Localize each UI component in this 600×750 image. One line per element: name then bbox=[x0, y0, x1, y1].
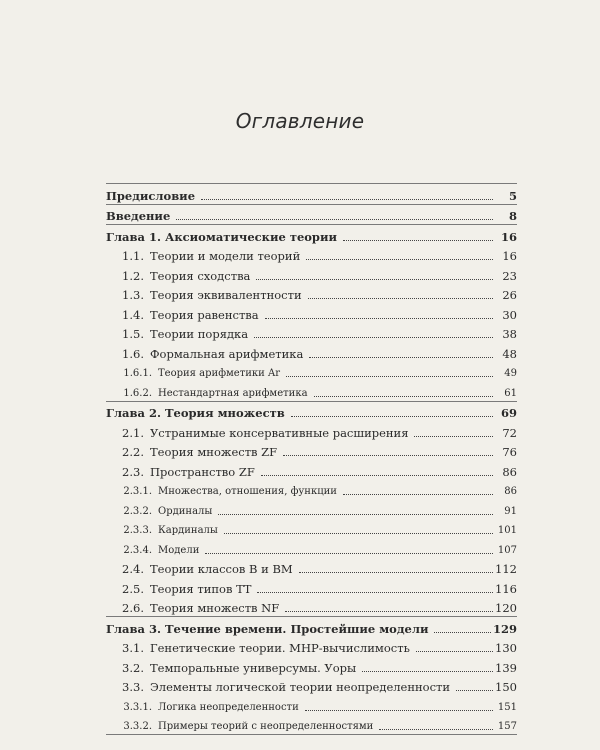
toc-page-number: 86 bbox=[502, 464, 517, 479]
toc-entry-number: 1.4. bbox=[122, 307, 144, 322]
toc-entry-label bbox=[114, 465, 259, 480]
toc-entry-label bbox=[114, 582, 255, 597]
toc-entry-number: 2.6. bbox=[122, 601, 144, 615]
toc-entry-title: Введение bbox=[106, 209, 171, 223]
toc-page-number: 16 bbox=[502, 249, 517, 263]
dot-leader bbox=[314, 395, 493, 397]
dot-leader bbox=[285, 610, 493, 612]
toc-entry-label bbox=[106, 622, 432, 637]
toc-subsection[interactable] bbox=[106, 538, 517, 558]
toc-entry-number: 1.1. bbox=[122, 249, 144, 263]
dot-leader bbox=[256, 278, 493, 280]
toc-entry-title: Теория эквивалентности bbox=[150, 288, 302, 302]
toc-section[interactable] bbox=[106, 323, 517, 343]
toc-entry-title: Темпоральные универсумы. Уоры bbox=[150, 660, 357, 675]
toc-page-number: 151 bbox=[497, 701, 517, 713]
toc-entry-number: 2.5. bbox=[122, 581, 144, 596]
toc-entry-title: Предисловие bbox=[106, 188, 196, 203]
toc-section[interactable] bbox=[106, 558, 517, 578]
toc-entry-number: 1.5. bbox=[122, 327, 144, 341]
toc-subsection[interactable] bbox=[106, 499, 517, 519]
toc-page-number: 5 bbox=[508, 188, 517, 203]
toc-subsection[interactable] bbox=[106, 362, 517, 382]
toc-entry-title: Устранимые консервативные расширения bbox=[150, 425, 409, 440]
dot-leader bbox=[283, 454, 493, 456]
toc-entry-label bbox=[106, 406, 289, 421]
toc-page-number: 101 bbox=[497, 525, 517, 536]
toc-entry-title: Пространство ZF bbox=[150, 464, 255, 479]
toc-entry-label bbox=[114, 347, 307, 362]
toc-chapter[interactable] bbox=[106, 402, 517, 422]
toc-page-number: 76 bbox=[502, 445, 517, 459]
toc-entry-title: Модели bbox=[158, 544, 200, 556]
toc-entry-number: 3.1. bbox=[122, 641, 144, 655]
toc-entry-title: Теория типов ТТ bbox=[150, 581, 252, 596]
toc-entry-number: 2.3.2. bbox=[123, 505, 152, 517]
dot-leader bbox=[343, 493, 493, 495]
dot-leader bbox=[343, 239, 493, 241]
toc-entry-title: Нестандартная арифметика bbox=[158, 387, 308, 399]
toc-page-number: 130 bbox=[495, 641, 517, 655]
toc-entry-front[interactable] bbox=[106, 184, 517, 204]
toc-entry-title: Ординалы bbox=[158, 505, 213, 517]
dot-leader bbox=[416, 650, 493, 652]
toc-section[interactable] bbox=[106, 637, 517, 657]
dot-leader bbox=[362, 670, 493, 672]
toc-page-number: 107 bbox=[497, 544, 517, 556]
toc-entry-label bbox=[114, 719, 377, 734]
toc-entry-label bbox=[114, 601, 283, 616]
toc-page-number: 61 bbox=[504, 387, 517, 399]
toc-subsection[interactable] bbox=[106, 480, 517, 500]
toc-entry-number: 1.3. bbox=[122, 288, 144, 302]
toc-entry-number: 3.3.1. bbox=[123, 701, 152, 713]
toc-entry-number: 2.3.4. bbox=[123, 544, 152, 556]
toc-entry-number: 2.1. bbox=[122, 425, 144, 440]
toc-entry-label bbox=[114, 386, 312, 401]
toc-page-number: 26 bbox=[502, 288, 517, 302]
dot-leader bbox=[254, 336, 493, 338]
toc-page-number: 112 bbox=[495, 562, 517, 576]
toc-page-number: 120 bbox=[495, 601, 517, 615]
toc-subsection[interactable] bbox=[106, 695, 517, 715]
toc-section[interactable] bbox=[106, 597, 517, 617]
toc-section[interactable] bbox=[106, 264, 517, 284]
toc-section[interactable] bbox=[106, 676, 517, 696]
toc-section[interactable] bbox=[106, 441, 517, 461]
toc-page-number: 30 bbox=[502, 307, 517, 322]
toc-entry-title: Генетические теории. МНР-вычислимость bbox=[150, 641, 410, 655]
toc-entry-number: 1.2. bbox=[122, 268, 144, 283]
toc-entry-label bbox=[114, 680, 454, 695]
toc-section[interactable] bbox=[106, 460, 517, 480]
toc-page-number: 38 bbox=[502, 327, 517, 341]
toc-entry-front[interactable] bbox=[106, 205, 517, 225]
dot-leader bbox=[379, 728, 493, 730]
dot-leader bbox=[299, 571, 493, 573]
dot-leader bbox=[306, 258, 493, 260]
toc-entry-title: Теория множеств ZF bbox=[150, 445, 278, 459]
dot-leader bbox=[205, 552, 493, 554]
toc-page-number: 150 bbox=[495, 680, 517, 694]
toc-entry-number: 2.3.1. bbox=[123, 486, 152, 497]
toc-entry-title: Теория множеств NF bbox=[150, 601, 280, 615]
toc-entry-title: Формальная арифметика bbox=[150, 346, 304, 361]
toc-page-number: 8 bbox=[508, 209, 517, 223]
dot-leader bbox=[224, 532, 493, 534]
toc-entry-label bbox=[114, 523, 222, 538]
toc-entry-number: 1.6.1. bbox=[123, 368, 152, 379]
toc-entry-title: Теория равенства bbox=[150, 307, 259, 322]
toc-page-number: 69 bbox=[500, 406, 517, 420]
toc-entry-label bbox=[114, 366, 284, 381]
dot-leader bbox=[305, 709, 493, 711]
toc-entry-number: 2.3. bbox=[122, 464, 144, 479]
toc-page-number: 139 bbox=[495, 660, 517, 675]
toc-divider bbox=[106, 734, 517, 735]
toc-entry-number: 3.3. bbox=[122, 680, 144, 694]
toc-section[interactable] bbox=[106, 577, 517, 597]
toc-entry-number: 2.3.3. bbox=[123, 525, 152, 536]
dot-leader bbox=[218, 513, 493, 515]
toc-entry-number: 2.2. bbox=[122, 445, 144, 459]
dot-leader bbox=[201, 198, 493, 200]
page-title: Оглавление bbox=[235, 109, 365, 133]
toc-section[interactable] bbox=[106, 245, 517, 265]
toc-subsection[interactable] bbox=[106, 519, 517, 539]
toc-entry-title: Кардиналы bbox=[158, 525, 218, 536]
toc-page-number: 91 bbox=[504, 505, 517, 517]
toc-entry-label bbox=[114, 504, 216, 519]
toc-entry-label bbox=[114, 562, 297, 577]
table-of-contents bbox=[106, 183, 517, 735]
toc-entry-title: Теории и модели теорий bbox=[150, 249, 301, 263]
toc-entry-label bbox=[114, 445, 281, 460]
dot-leader bbox=[176, 218, 493, 220]
dot-leader bbox=[257, 591, 493, 593]
toc-entry-label bbox=[114, 288, 306, 303]
toc-entry-title: Логика неопределенности bbox=[158, 701, 299, 713]
toc-page-number: 116 bbox=[495, 581, 517, 596]
toc-entry-label bbox=[114, 700, 303, 715]
toc-entry-title: Примеры теорий с неопределенностями bbox=[158, 721, 374, 732]
toc-entry-label bbox=[114, 327, 252, 342]
toc-entry-title: Теория сходства bbox=[150, 268, 251, 283]
toc-entry-title: Глава 3. Течение времени. Простейшие модели bbox=[106, 621, 429, 636]
dot-leader bbox=[414, 435, 493, 437]
dot-leader bbox=[309, 356, 493, 358]
toc-subsection[interactable] bbox=[106, 381, 517, 401]
toc-page-number: 49 bbox=[504, 368, 517, 379]
toc-entry-title: Элементы логической теории неопределенности bbox=[150, 680, 451, 694]
toc-chapter[interactable] bbox=[106, 617, 517, 637]
dot-leader bbox=[261, 474, 493, 476]
toc-entry-label bbox=[114, 484, 341, 499]
toc-subsection[interactable] bbox=[106, 715, 517, 735]
toc-entry-label bbox=[106, 189, 199, 204]
toc-entry-label bbox=[114, 661, 360, 676]
dot-leader bbox=[308, 297, 493, 299]
toc-entry-number: 2.4. bbox=[122, 562, 144, 576]
toc-chapter[interactable] bbox=[106, 225, 517, 245]
toc-entry-title: Множества, отношения, функции bbox=[158, 486, 337, 497]
toc-entry-label bbox=[114, 641, 414, 656]
toc-section[interactable] bbox=[106, 303, 517, 323]
toc-page-number: 129 bbox=[492, 621, 517, 636]
toc-entry-number: 1.6.2. bbox=[123, 387, 152, 399]
toc-entry-label bbox=[106, 230, 341, 245]
toc-entry-title: Теория арифметики Ar bbox=[158, 368, 281, 379]
toc-entry-label bbox=[114, 426, 412, 441]
toc-entry-label bbox=[114, 308, 263, 323]
toc-page-number: 157 bbox=[497, 721, 517, 732]
dot-leader bbox=[286, 375, 493, 377]
toc-section[interactable] bbox=[106, 421, 517, 441]
toc-page-number: 72 bbox=[502, 425, 517, 440]
toc-page-number: 86 bbox=[504, 486, 517, 497]
toc-entry-title: Глава 1. Аксиоматические теории bbox=[106, 229, 338, 244]
toc-entry-number: 1.6. bbox=[122, 346, 144, 361]
dot-leader bbox=[456, 689, 493, 691]
toc-entry-title: Глава 2. Теория множеств bbox=[106, 406, 285, 420]
toc-entry-number: 3.2. bbox=[122, 660, 144, 675]
dot-leader bbox=[265, 317, 493, 319]
toc-section[interactable] bbox=[106, 284, 517, 304]
toc-entry-label bbox=[114, 543, 203, 558]
toc-entry-number: 3.3.2. bbox=[123, 721, 152, 732]
toc-page-number: 16 bbox=[500, 229, 517, 244]
dot-leader bbox=[291, 415, 493, 417]
toc-entry-title: Теории порядка bbox=[150, 327, 249, 341]
toc-entry-label bbox=[114, 249, 304, 264]
dot-leader bbox=[434, 631, 491, 633]
toc-page-number: 23 bbox=[502, 268, 517, 283]
toc-entry-label bbox=[114, 269, 254, 284]
toc-entry-title: Теории классов В и ВМ bbox=[150, 562, 293, 576]
toc-page-number: 48 bbox=[502, 346, 517, 361]
toc-section[interactable] bbox=[106, 342, 517, 362]
toc-section[interactable] bbox=[106, 656, 517, 676]
toc-entry-label bbox=[106, 209, 174, 224]
